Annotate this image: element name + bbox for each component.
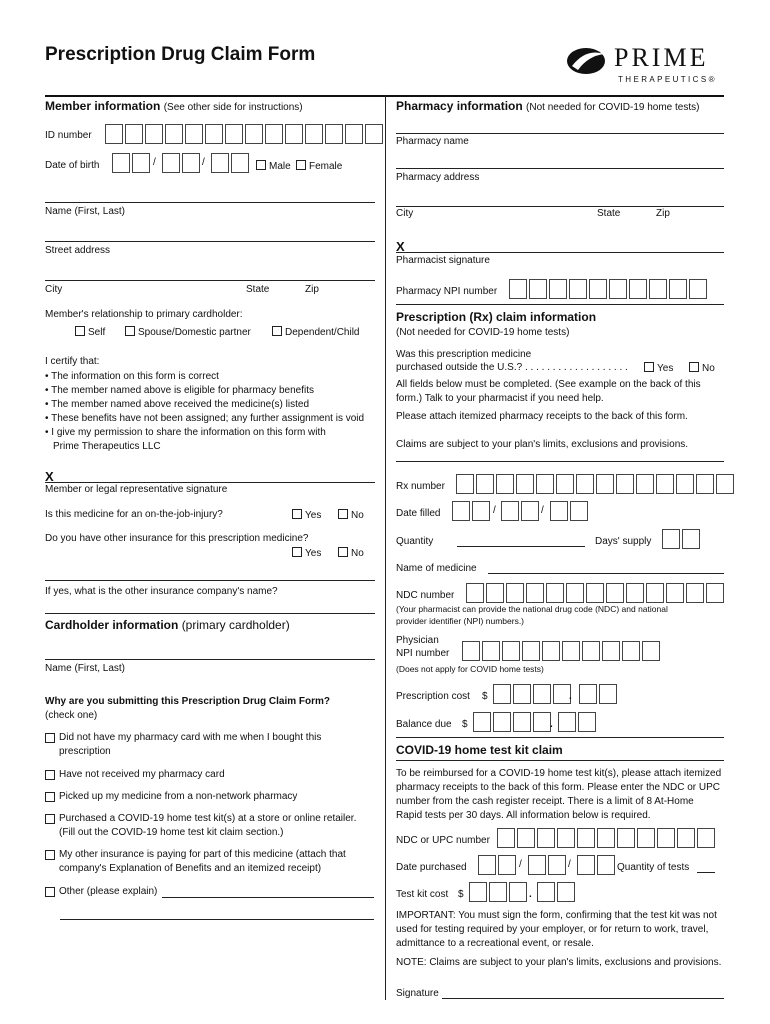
street-line[interactable] <box>45 241 375 242</box>
date-sep: / <box>568 859 571 870</box>
outside-question: Was this prescription medicine <box>396 349 532 360</box>
pharmacy-city-line[interactable] <box>396 206 724 207</box>
checkbox-icon <box>292 547 302 557</box>
quantity-label: Quantity <box>396 536 434 547</box>
days-supply-label: Days' supply <box>595 536 652 547</box>
covid-date-year[interactable] <box>577 855 617 875</box>
outside-no[interactable]: No <box>689 362 715 375</box>
oji-yes[interactable]: Yes <box>292 509 321 522</box>
covid-ndc-boxes[interactable] <box>497 828 717 848</box>
physician-note: (Does not apply for COVID home tests) <box>396 664 544 674</box>
other-explain-line[interactable] <box>162 897 374 898</box>
date-filled-year[interactable] <box>550 501 590 521</box>
dob-month-boxes[interactable] <box>112 153 152 173</box>
other-explain-line-2[interactable] <box>60 919 374 920</box>
dollar-sign: $ <box>458 889 464 900</box>
check-one: (check one) <box>45 710 98 721</box>
ndc-boxes[interactable] <box>466 583 726 603</box>
certify-item: • I give my permission to share the information on this form with <box>45 427 326 438</box>
physician-label: Physician <box>396 635 439 646</box>
covid-cost-dollars[interactable] <box>469 882 529 902</box>
covid-important: IMPORTANT: You must sign the form, confirming that the test kit was not used for testing required by your employer, or for return to work, travel, admittance to a recreational event, or resale. <box>396 910 717 949</box>
member-signature-label: Member or legal representative signature <box>45 484 228 495</box>
other-ins-name-line[interactable] <box>45 613 375 614</box>
dob-sep: / <box>153 157 156 168</box>
dob-year-boxes[interactable] <box>211 153 251 173</box>
other-ins-name-label: If yes, what is the other insurance company's name? <box>45 586 278 597</box>
outside-question: purchased outside the U.S.? . . . . . . . . . . . . . . . . . . . <box>396 362 628 373</box>
checkbox-icon <box>689 362 699 372</box>
date-sep: / <box>541 505 544 516</box>
relationship-label: Member's relationship to primary cardholder: <box>45 309 243 320</box>
pharmacy-address-label: Pharmacy address <box>396 172 480 183</box>
pharmacist-x: X <box>396 239 405 254</box>
prime-logo-icon <box>566 46 610 76</box>
page-title: Prescription Drug Claim Form <box>45 44 316 65</box>
rx-cost-dollars[interactable] <box>493 684 573 704</box>
rel-spouse-option[interactable]: Spouse/Domestic partner <box>125 326 251 339</box>
covid-signature-label: Signature <box>396 988 439 999</box>
column-divider <box>385 95 386 1000</box>
covid-note: NOTE: Claims are subject to your plan's limits, exclusions and provisions. <box>396 957 722 968</box>
rel-self-option[interactable]: Self <box>75 326 105 339</box>
section-rule <box>396 461 724 462</box>
checkbox-icon <box>45 850 55 860</box>
checkbox-icon <box>75 326 85 336</box>
decimal-point: . <box>550 719 553 730</box>
covid-qty-label: Quantity of tests <box>617 862 690 873</box>
outside-yes[interactable]: Yes <box>644 362 673 375</box>
covid-signature-line[interactable] <box>442 998 724 999</box>
other-ins-yes[interactable]: Yes <box>292 547 321 560</box>
id-label: ID number <box>45 130 92 141</box>
member-name-line[interactable] <box>45 202 375 203</box>
pharmacist-signature-line[interactable] <box>396 252 724 253</box>
covid-ndc-label: NDC or UPC number <box>396 835 490 846</box>
other-ins-question: Do you have other insurance for this prescription medicine? <box>45 533 309 544</box>
logo-name: PRIME <box>614 43 709 72</box>
male-option[interactable]: Male <box>256 160 291 173</box>
pharmacy-zip-label: Zip <box>656 208 670 219</box>
checkbox-icon <box>256 160 266 170</box>
rel-dependent-option[interactable]: Dependent/Child <box>272 326 360 339</box>
ndc-label: NDC number <box>396 590 455 601</box>
member-heading: Member information (See other side for instructions) <box>45 99 303 113</box>
medicine-name-line[interactable] <box>488 573 724 574</box>
city-line[interactable] <box>45 280 375 281</box>
certify-label: I certify that: <box>45 356 100 367</box>
dob-day-boxes[interactable] <box>162 153 202 173</box>
pharmacy-npi-boxes[interactable] <box>509 279 709 299</box>
checkbox-icon <box>125 326 135 336</box>
pharmacy-npi-label: Pharmacy NPI number <box>396 286 498 297</box>
checkbox-icon <box>45 814 55 824</box>
physician-label: NPI number <box>396 648 450 659</box>
covid-cost-label: Test kit cost <box>396 889 449 900</box>
date-sep: / <box>493 505 496 516</box>
dob-label: Date of birth <box>45 160 100 171</box>
id-number-boxes[interactable] <box>105 124 385 144</box>
ndc-note: (Your pharmacist can provide the national drug code (NDC) and national provider identifier (NPI) numbers.) <box>396 604 668 626</box>
physician-npi-boxes[interactable] <box>462 641 662 661</box>
checkbox-icon <box>45 887 55 897</box>
pharmacy-heading: Pharmacy information (Not needed for COVID-19 home tests) <box>396 99 700 113</box>
section-rule <box>396 304 724 305</box>
rx-note: Please attach itemized pharmacy receipts to the back of this form. <box>396 411 688 422</box>
covid-qty-line[interactable] <box>697 872 715 873</box>
cardholder-heading: Cardholder information (primary cardholder) <box>45 618 290 632</box>
certify-item: • The information on this form is correct <box>45 371 219 382</box>
dob-sep: / <box>202 157 205 168</box>
decimal-point: . <box>529 889 532 900</box>
member-signature-line[interactable] <box>45 482 375 483</box>
balance-cents[interactable] <box>558 712 598 732</box>
prime-logo <box>566 42 726 88</box>
checkbox-icon <box>45 770 55 780</box>
cardholder-name-label: Name (First, Last) <box>45 663 126 674</box>
checkbox-icon <box>338 547 348 557</box>
covid-intro: To be reimbursed for a COVID-19 home test kit(s), please attach itemized pharmacy receipts to the back of this form. Please enter the NDC or UPC number from the cash register receipt. There is a limit of 8 At-Home Rapid tests per 30 days. All information below is required. <box>396 768 722 821</box>
why-question: Why are you submitting this Prescription Drug Claim Form? <box>45 696 331 707</box>
date-filled-label: Date filled <box>396 508 441 519</box>
rx-note: All fields below must be completed. (See example on the back of this form.) Talk to your pharmacist if you need help. <box>396 379 701 404</box>
section-rule <box>396 760 724 761</box>
logo-sub: THERAPEUTICS® <box>618 75 717 84</box>
dollar-sign: $ <box>462 719 468 730</box>
checkbox-icon <box>644 362 654 372</box>
other-ins-no[interactable]: No <box>338 547 364 560</box>
pharmacy-city-label: City <box>396 208 414 219</box>
rx-note: Claims are subject to your plan's limits, exclusions and provisions. <box>396 439 689 450</box>
rx-heading: Prescription (Rx) claim information <box>396 310 597 324</box>
certify-item: • These benefits have not been assigned; any further assignment is void <box>45 413 365 424</box>
rx-number-boxes[interactable] <box>456 474 736 494</box>
covid-date-day[interactable] <box>528 855 568 875</box>
checkbox-icon <box>296 160 306 170</box>
days-supply-boxes[interactable] <box>662 529 702 549</box>
date-sep: / <box>519 859 522 870</box>
street-label: Street address <box>45 245 111 256</box>
covid-date-label: Date purchased <box>396 862 467 873</box>
rx-heading-note: (Not needed for COVID-19 home tests) <box>396 327 570 338</box>
pharmacist-signature-label: Pharmacist signature <box>396 255 490 266</box>
oji-question: Is this medicine for an on-the-job-injury? <box>45 509 223 520</box>
certify-item: • The member named above received the medicine(s) listed <box>45 399 309 410</box>
rx-cost-label: Prescription cost <box>396 691 470 702</box>
checkbox-icon <box>292 509 302 519</box>
date-filled-day[interactable] <box>501 501 541 521</box>
female-option[interactable]: Female <box>296 160 342 173</box>
pharmacy-address-line[interactable] <box>396 168 724 169</box>
dollar-sign: $ <box>482 691 488 702</box>
signature-x: X <box>45 469 54 484</box>
date-filled-month[interactable] <box>452 501 492 521</box>
decimal-point: . <box>569 691 572 702</box>
balance-label: Balance due <box>396 719 452 730</box>
city-label: City <box>45 284 63 295</box>
oji-no[interactable]: No <box>338 509 364 522</box>
member-name-label: Name (First, Last) <box>45 206 126 217</box>
checkbox-icon <box>45 792 55 802</box>
covid-date-month[interactable] <box>478 855 518 875</box>
pharmacy-name-label: Pharmacy name <box>396 136 469 147</box>
rx-number-label: Rx number <box>396 481 445 492</box>
covid-cost-cents[interactable] <box>537 882 577 902</box>
quantity-line[interactable] <box>457 546 585 547</box>
certify-item: Prime Therapeutics LLC <box>53 441 161 452</box>
covid-heading: COVID-19 home test kit claim <box>396 743 563 757</box>
state-label: State <box>246 284 270 295</box>
cardholder-name-line[interactable] <box>45 659 375 660</box>
checkbox-icon <box>45 733 55 743</box>
checkbox-icon <box>338 509 348 519</box>
pharmacy-state-label: State <box>597 208 621 219</box>
balance-dollars[interactable] <box>473 712 553 732</box>
checkbox-icon <box>272 326 282 336</box>
zip-label: Zip <box>305 284 319 295</box>
pharmacy-name-line[interactable] <box>396 133 724 134</box>
certify-item: • The member named above is eligible for pharmacy benefits <box>45 385 315 396</box>
medicine-name-label: Name of medicine <box>396 563 477 574</box>
section-rule <box>396 737 724 738</box>
other-ins-line[interactable] <box>45 580 375 581</box>
rx-cost-cents[interactable] <box>579 684 619 704</box>
